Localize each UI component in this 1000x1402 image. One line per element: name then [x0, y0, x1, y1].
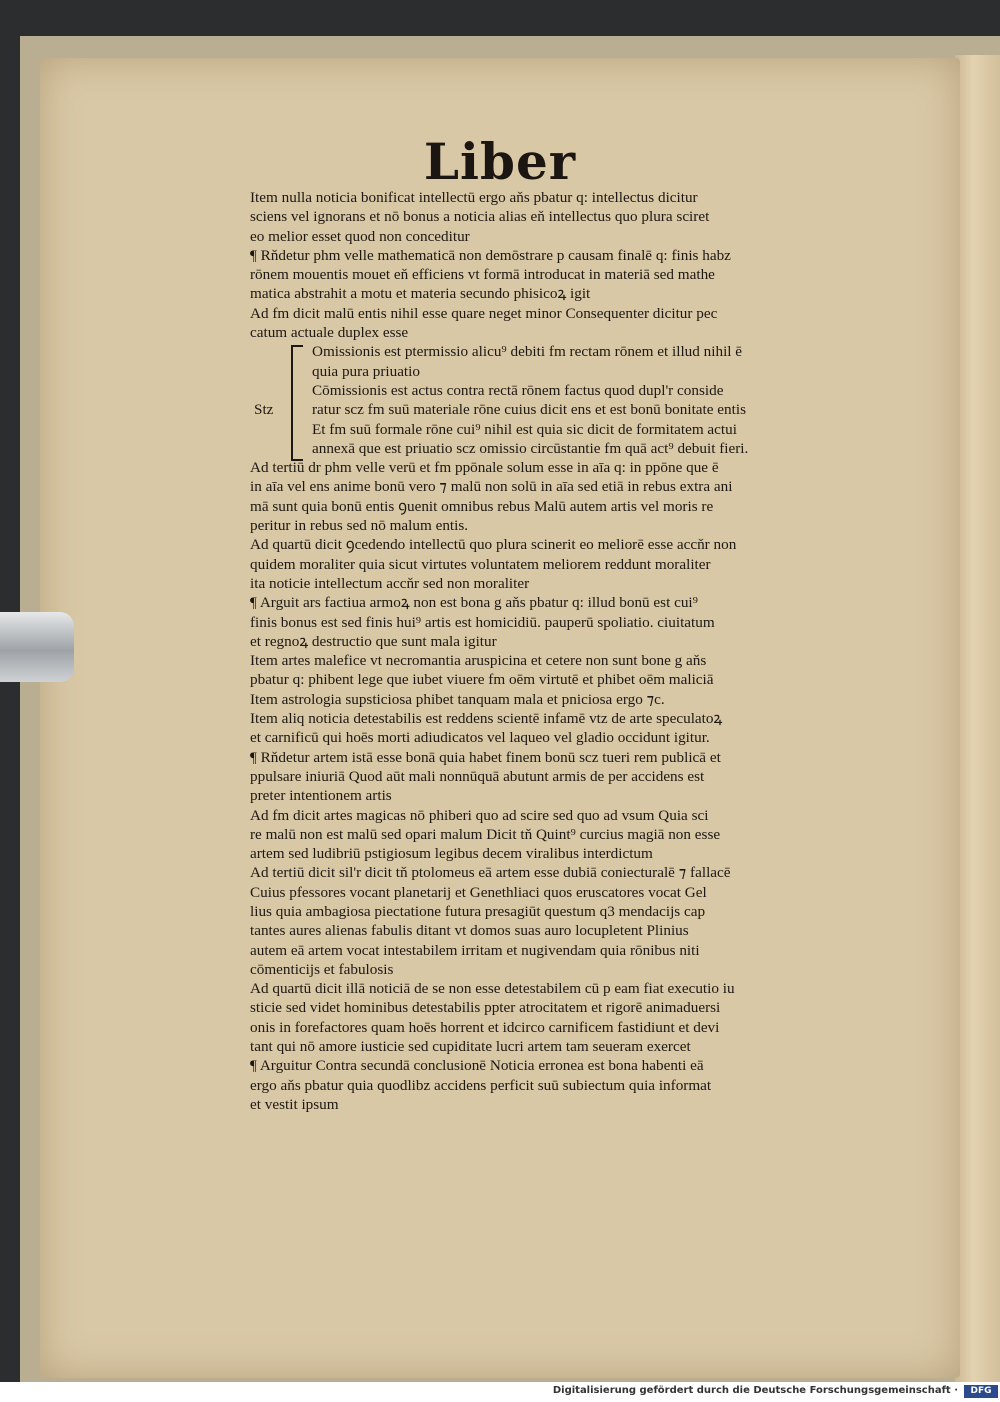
- text-line: ¶ Arguitur Contra secundā conclusionē Noticia erronea est bona habenti eā: [250, 1057, 704, 1075]
- text-line: Item artes malefice vt necromantia aruspicina et cetere non sunt bone g aňs: [250, 652, 707, 670]
- text-line: Item nulla noticia bonificat intellectū ergo aňs pbatur q: intellectus dicitur: [250, 189, 698, 206]
- digitization-credit: Digitalisierung gefördert durch die Deutsche Forschungsgemeinschaft ·: [552, 1385, 958, 1396]
- dfg-logo: DFG: [964, 1385, 998, 1398]
- text-line: Ad quartū dicit illā noticiā de se non esse detestabilem cū p eam fiat executio iu: [250, 980, 735, 998]
- text-line: matica abstrahit a motu et materia secundo phisicoꝝ igit: [250, 285, 591, 303]
- text-line: ¶ Rňdetur artem istā esse bonā quia habet finem bonū scz tueri rem publicā et: [250, 748, 721, 766]
- text-line: artem sed ludibriū pstigiosum legibus decem viralibus interdictum: [250, 845, 653, 863]
- text-line: Et fm suū formale rōne cui⁹ nihil est quia sic dicit de formitatem actui: [312, 420, 737, 438]
- page-clip: [0, 612, 74, 682]
- text-line: Ad tertiū dr phm velle verū et fm ppōnale solum esse in aīa q: in ppōne que ē: [250, 459, 719, 477]
- page-heading: Liber: [423, 132, 577, 191]
- text-line: autem eā artem vocat intestabilem irritam et nugivendam quia rōnibus niti: [250, 941, 700, 959]
- text-line: Ad fm dicit malū entis nihil esse quare neget minor Consequenter dicitur pec: [250, 304, 718, 322]
- text-line: ¶ Rňdetur phm velle mathematicā non demōstrare p causam finalē q: finis habz: [250, 246, 731, 264]
- text-line: lius quia ambagiosa piectatione futura presagiūt questum q3 mendacijs cap: [250, 902, 706, 920]
- text-line: eo melior esset quod non conceditur: [250, 227, 470, 245]
- text-line: et regnoꝝ destructio que sunt mala igitur: [250, 632, 497, 650]
- text-line: rōnem mouentis mouet eň efficiens vt formā introducat in materiā sed mathe: [250, 266, 715, 284]
- text-line: Ad fm dicit artes magicas nō phiberi quo ad scire sed quo ad vsum Quia sci: [250, 806, 709, 824]
- text-line: preter intentionem artis: [250, 787, 392, 805]
- text-line: quidem moraliter quia sicut virtutes voluntatem meliorem reddunt moraliter: [250, 555, 711, 573]
- bracket-label: Stz: [254, 401, 274, 418]
- text-line: cōmenticijs et fabulosis: [250, 960, 394, 978]
- text-line: finis bonus est sed finis hui⁹ artis est homicidiū. pauperū spoliatio. ciuitatum: [250, 613, 715, 631]
- text-line: pbatur q: phibent lege que iubet viuere fm oēm virtutē et phibet oēm maliciā: [250, 671, 714, 689]
- text-line: ergo aňs pbatur quia quodlibz accidens perficit suū subiectum quia informat: [250, 1076, 712, 1094]
- text-line: Ad tertiū dicit sil'r dicit tň ptolomeus eā artem esse dubiā coniecturalē ⁊ fallacē: [250, 864, 731, 882]
- text-line: Ad quartū dicit ꝯcedendo intellectū quo plura scinerit eo meliorē esse accňr non: [250, 536, 737, 554]
- text-line: onis in forefactores quam hoēs horrent et idcirco carnificem fastidiunt et devi: [250, 1018, 720, 1036]
- text-line: quia pura priuatio: [312, 362, 420, 380]
- text-line: mā sunt quia bonū entis ꝯuenit omnibus rebus Malū autem artis vel moris re: [250, 497, 714, 515]
- text-line: sciens vel ignorans et nō bonus a noticia alias eň intellectus quo plura sciret: [250, 208, 710, 226]
- facing-page-edge: [955, 55, 1000, 1382]
- text-line: ¶ Arguit ars factiua armoꝝ non est bona g aňs pbatur q: illud bonū est cui⁹: [250, 594, 698, 612]
- page-text: [250, 188, 890, 1114]
- text-line: tantes aures alienas fabulis ditant vt domos suas auro locupletent Plinius: [250, 922, 689, 940]
- text-line: Item aliq noticia detestabilis est reddens scientē infamē vtz de arte speculatoꝝ: [250, 710, 723, 728]
- text-line: ppulsare iniuriā Quod aūt mali nonnūquā abutunt armis de per accidens est: [250, 767, 705, 785]
- text-line: ita noticie intellectum accňr sed non moraliter: [250, 574, 530, 592]
- text-line: et vestit ipsum: [250, 1095, 339, 1113]
- text-line: sticie sed videt hominibus detestabilis ppter atrocitatem et rigorē animaduersi: [250, 999, 721, 1017]
- text-line: peritur in rebus sed nō malum entis.: [250, 517, 469, 535]
- text-line: re malū non est malū sed opari malum Dicit tň Quint⁹ curcius magiā non esse: [250, 825, 721, 843]
- text-line: Item astrologia supsticiosa phibet tanquam mala et pniciosa ergo ⁊c.: [250, 690, 665, 708]
- text-line: tant qui nō amore iusticie sed cupiditate lucri artem tam seueram exercet: [250, 1038, 691, 1056]
- text-line: Cōmissionis est actus contra rectā rōnem factus quod dupl'r conside: [312, 381, 724, 399]
- text-line: Omissionis est ptermissio alicu⁹ debiti fm rectam rōnem et illud nihil ē: [312, 343, 743, 361]
- text-line: catum actuale duplex esse: [250, 324, 409, 342]
- text-line: annexā que est priuatio scz omissio circūstantie fm quā act⁹ debuit fieri.: [312, 439, 749, 457]
- text-line: ratur scz fm suū materiale rōne cuius dicit ens et est bonū bonitate entis: [312, 401, 746, 419]
- text-line: in aīa vel ens anime bonū vero ⁊ malū non solū in aīa sed etiā in rebus extra ani: [250, 478, 733, 496]
- text-line: Cuius pfessores vocant planetarij et Genethliaci quos eruscatores vocat Gel: [250, 883, 707, 901]
- text-line: et carnificū qui hoēs morti adiudicatos vel laqueo vel gladio occidunt igitur.: [250, 729, 710, 747]
